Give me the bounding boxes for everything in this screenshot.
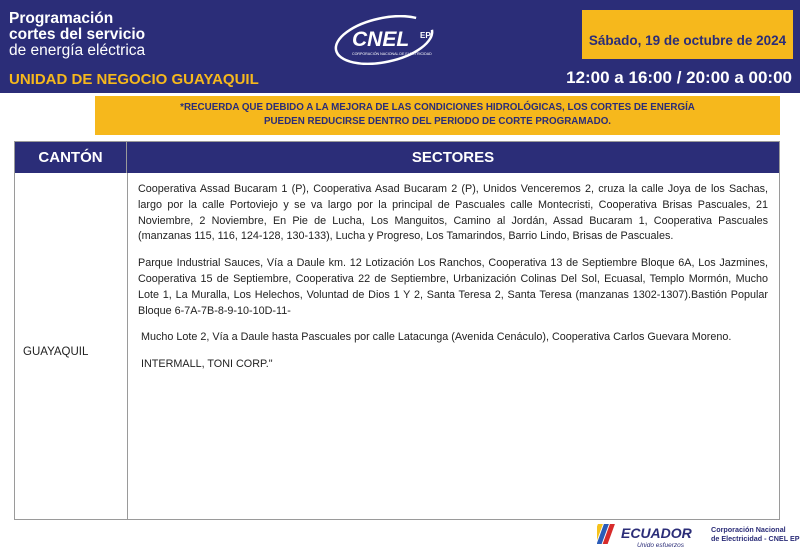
title-line-1: Programación (9, 10, 114, 27)
date-box (582, 10, 793, 59)
column-header-canton: CANTÓN (15, 142, 127, 173)
logo-suffix: EP (420, 31, 431, 40)
sector-paragraph: INTERMALL, TONI CORP." (141, 358, 273, 371)
title-line-2: cortes del servicio (9, 26, 146, 43)
brand-text: ECUADOR (621, 525, 692, 541)
notice-banner (95, 96, 780, 135)
time-range: 12:00 a 16:00 / 20:00 a 00:00 (566, 68, 792, 87)
flag-stripes-icon (597, 524, 615, 544)
column-header-sectores: SECTORES (127, 142, 779, 173)
title-line-3: de energía eléctrica (9, 42, 146, 59)
notice-line-2: PUEDEN REDUCIRSE DENTRO DEL PERIODO DE CORTE PROGRAMADO. (263, 116, 612, 127)
sector-paragraph: Parque Industrial Sauces, Vía a Daule km. 12 Lotización Los Ranchos, Cooperativa 13 de Septiembre Bloque 6A, Los Jazmines, Cooperativa 15 de Septiembre, Cooperativa 22 de Septiembre, Urbanización Colinas Del Sol, Ecuasal, Templo Mormón, Mucho Lote 1, La Muralla, Los Helechos, Voluntad de Dios 1 Y 2, Santa Teresa 2, Santa Teresa (manzanas 1302-1307).Bastión Popular Bloque 6-7A-7B-8-9-10-10D-11- (138, 257, 768, 317)
footer-org (711, 525, 800, 543)
logo-caption: CORPORACIÓN NACIONAL DE ELECTRICIDAD (352, 52, 432, 56)
date-label: Sábado, 19 de octubre de 2024 (588, 33, 787, 48)
sector-paragraph: Mucho Lote 2, Vía a Daule hasta Pascuales por calle Latacunga (Avenida Cenáculo), Cooperativa Carlos Guevara Moreno. (141, 331, 732, 344)
brand-slogan: Unido esfuerzos (637, 542, 684, 549)
cnel-logo (332, 15, 462, 65)
business-unit: UNIDAD DE NEGOCIO GUAYAQUIL (9, 71, 259, 88)
footer-org-line-1: Corporación Nacional (711, 525, 786, 534)
notice-line-1: *RECUERDA QUE DEBIDO A LA MEJORA DE LAS CONDICIONES HIDROLÓGICAS, LOS CORTES DE ENERGÍA (180, 102, 695, 113)
page-title (9, 11, 145, 59)
ecuador-brand-logo (597, 521, 707, 549)
sector-paragraph: Cooperativa Assad Bucaram 1 (P), Cooperativa Asad Bucaram 2 (P), Unidos Venceremos 2, cruza la calle Joya de los Sachas, largo por la calle Portoviejo y se va largo por la principal de Pascuales calle Montecristi, Cooperativa Brisas Pascuales, 21 Noviembre, 2 Noviembre, En Pie de Lucha, Los Manguitos, Camino al Jordán, Assad Bucaram 1, Cooperativa Pascuales (manzanas 115, 116, 124-128, 130-133), Lucha y Progreso, Los Tamarindos, Barrio Lindo, Brisas de Pascuales. (138, 183, 768, 243)
header-band (0, 0, 800, 93)
column-divider (127, 173, 128, 519)
canton-cell: GUAYAQUIL (23, 346, 89, 358)
logo-text: CNEL (352, 28, 410, 51)
sectors-cell (138, 182, 768, 384)
schedule-table (14, 141, 780, 520)
footer-org-line-2: de Electricidad - CNEL EP (711, 534, 800, 543)
